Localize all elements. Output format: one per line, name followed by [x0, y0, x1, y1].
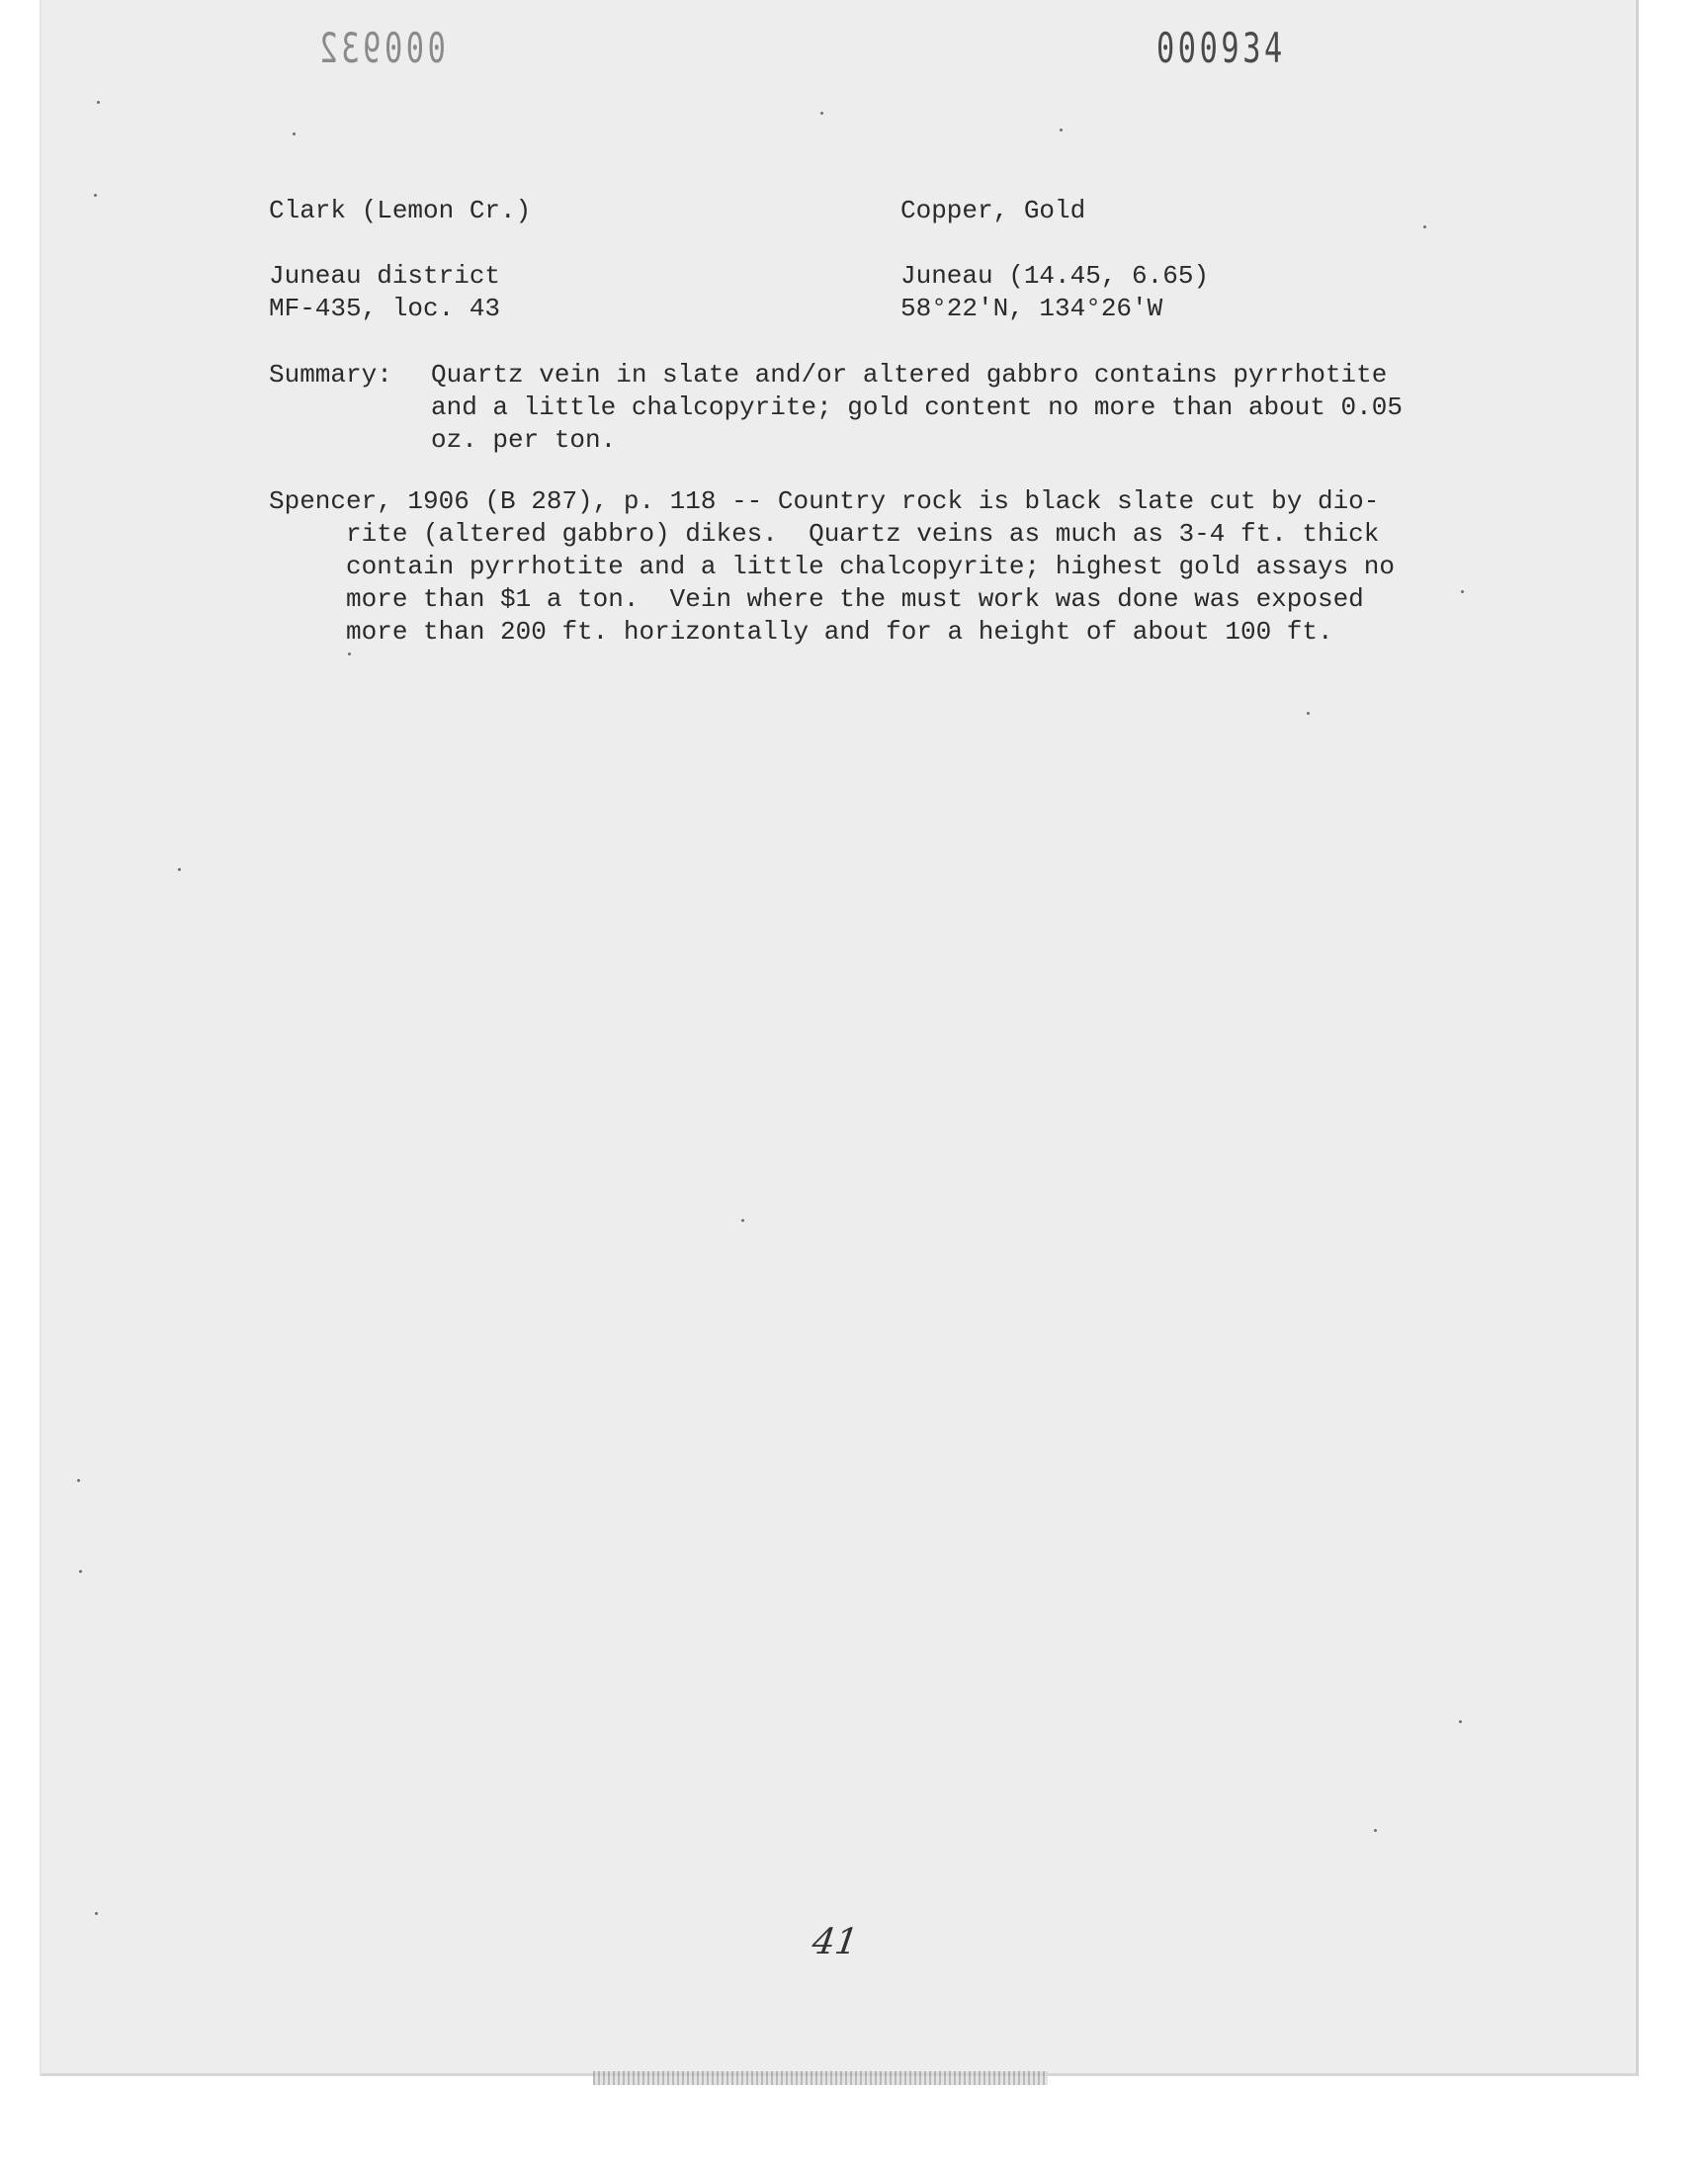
coordinates: 58°22'N, 134°26'W: [900, 294, 1163, 323]
reference-line: rite (altered gabbro) dikes. Quartz veins as much as 3-4 ft. thick: [269, 519, 1380, 549]
scan-speck: [293, 132, 296, 135]
reference-line: Spencer, 1906 (B 287), p. 118 -- Country rock is black slate cut by dio-: [269, 486, 1380, 516]
mirrored-stamp-number: [316, 24, 446, 72]
deposit-name: Clark (Lemon Cr.): [269, 196, 532, 225]
scan-speck: [77, 1479, 80, 1482]
stamp-number: 000934: [1156, 24, 1286, 72]
scan-speck: [94, 194, 97, 197]
scan-speck: [97, 101, 100, 104]
quadrangle: Juneau (14.45, 6.65): [900, 261, 1210, 291]
stamp-left-text: 000932: [316, 24, 446, 72]
reference-line: more than $1 a ton. Vein where the must work was done was exposed: [269, 584, 1364, 614]
scan-artifact-strip: [593, 2071, 1048, 2085]
district: Juneau district: [269, 261, 501, 291]
scan-speck: [79, 1570, 82, 1573]
reference-line: more than 200 ft. horizontally and for a height of about 100 ft.: [269, 617, 1333, 647]
reference-line: contain pyrrhotite and a little chalcopyrite; highest gold assays no: [269, 552, 1395, 581]
scan-speck: [1459, 1720, 1462, 1723]
summary-label: Summary:: [269, 360, 392, 390]
summary-line: oz. per ton.: [431, 425, 617, 455]
summary-line: Quartz vein in slate and/or altered gabbro contains pyrrhotite: [431, 360, 1388, 390]
scan-speck: [820, 112, 823, 115]
commodities: Copper, Gold: [900, 196, 1086, 225]
scan-speck: [95, 1912, 98, 1915]
scan-speck: [1307, 712, 1310, 715]
summary-line: and a little chalcopyrite; gold content no more than about 0.05: [431, 392, 1403, 422]
scan-speck: [178, 868, 181, 871]
page-number: 41: [810, 1922, 861, 1962]
scan-speck: [1423, 225, 1426, 228]
map-reference: MF-435, loc. 43: [269, 294, 501, 323]
reference-text: [269, 485, 1395, 649]
scan-speck: [1461, 590, 1464, 593]
scan-speck: [348, 652, 351, 655]
scan-speck: [741, 1219, 744, 1222]
scan-speck: [1060, 129, 1063, 131]
summary-text: [431, 359, 1403, 457]
scan-speck: [1374, 1829, 1377, 1832]
